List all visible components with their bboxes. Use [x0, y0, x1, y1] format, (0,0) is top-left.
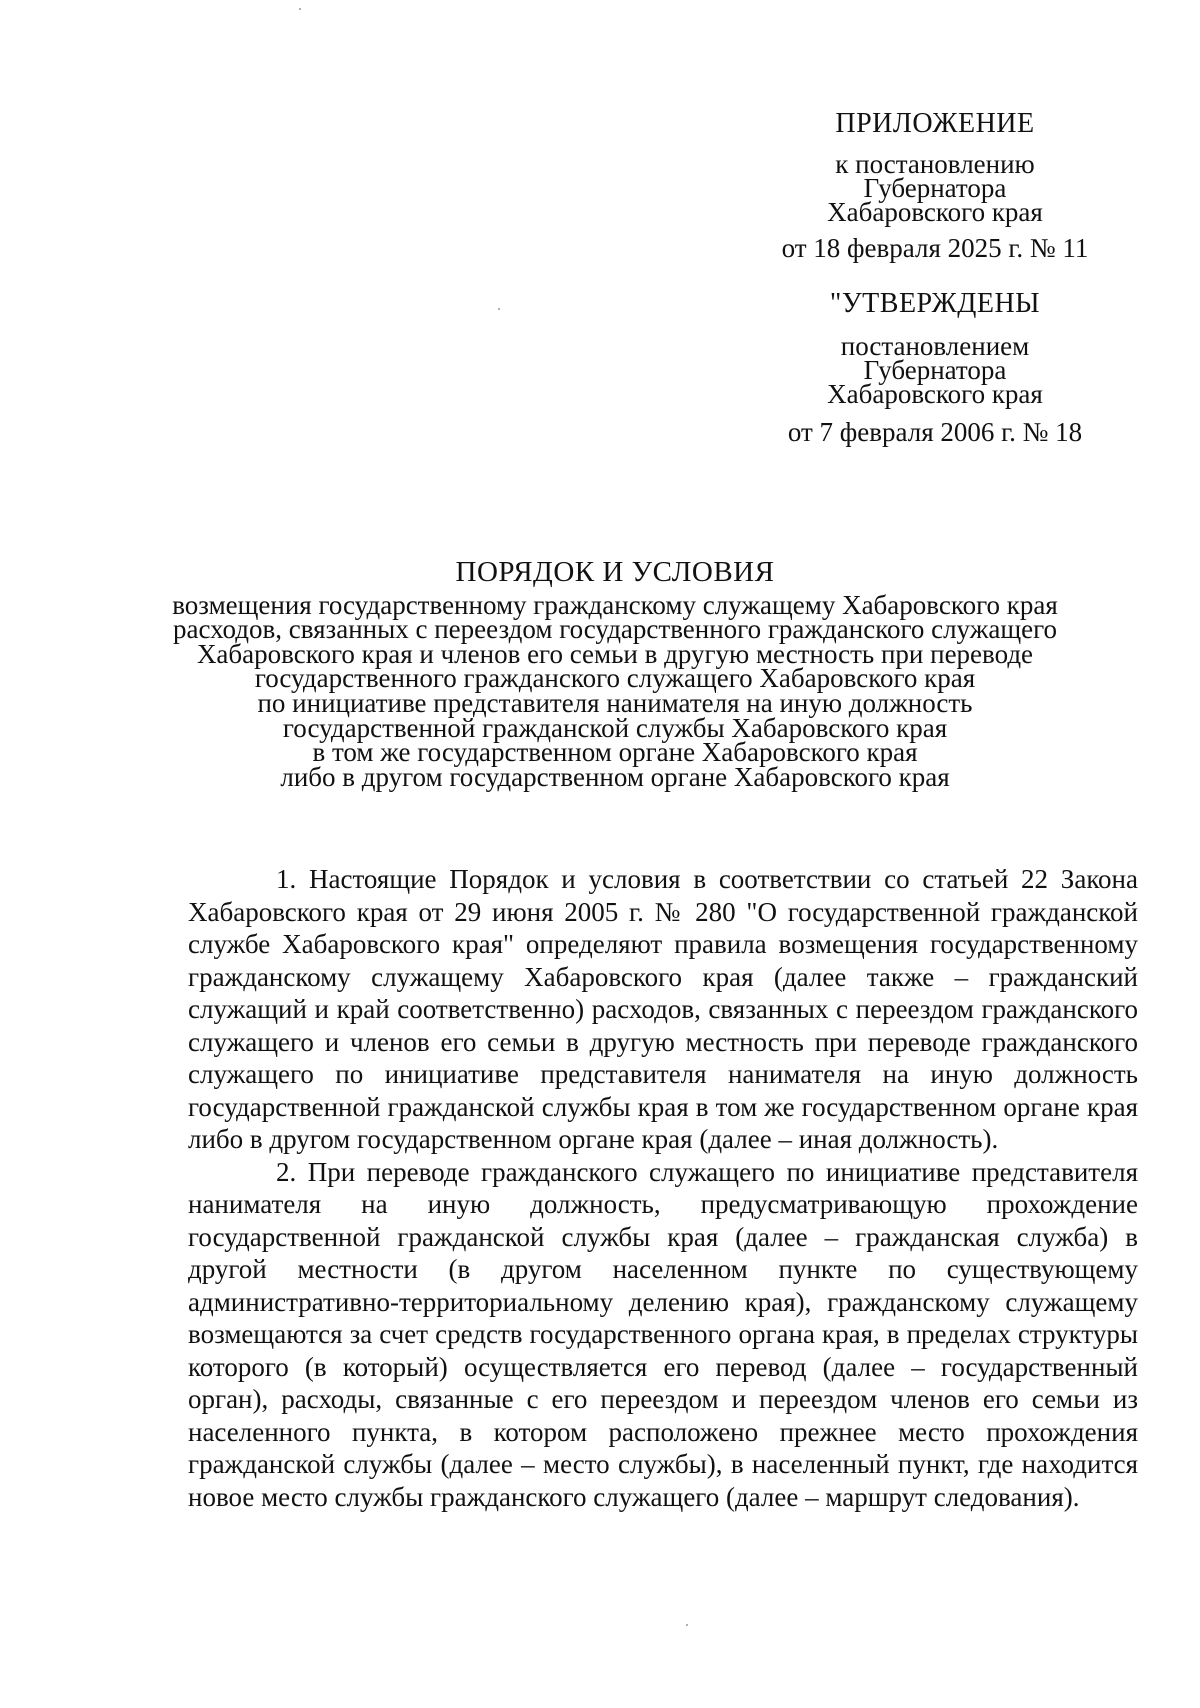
approved-date-number: от 7 февраля 2006 г. № 18: [787, 417, 1083, 447]
approved-decree-line: Хабаровского края: [827, 379, 1043, 409]
document-subtitle-line: в том же государственном органе Хабаровского края: [312, 737, 918, 768]
appendix-block: [690, 108, 1180, 263]
document-subtitle-line: расходов, связанных с переездом государственного гражданского служащего: [172, 614, 1058, 645]
scan-artifact-dot: [299, 8, 301, 10]
approved-decree-line: Губернатора: [863, 355, 1007, 385]
document-body: [188, 863, 1138, 1513]
approved-heading: "УТВЕРЖДЕНЫ: [829, 288, 1041, 319]
document-subtitle-line: государственного гражданского служащего Хабаровского края: [254, 663, 976, 694]
scan-artifact-dot: [686, 1624, 688, 1626]
appendix-decree-line: к постановлению: [835, 149, 1035, 179]
scan-artifact-dot: [498, 308, 500, 310]
document-subtitle-line: возмещения государственному гражданскому служащему Хабаровского края: [172, 589, 1058, 620]
appendix-date-number: от 18 февраля 2025 г. № 11: [781, 233, 1089, 263]
paragraph-2: 2. При переводе гражданского служащего по инициативе представителя нанимателя на иную должность, предусматривающую прохождение государственной гражданской службы края (далее – гражданская служба) в другой местности (в другом населенном пункте по существующему административно-территориальному делению края), гражданскому служащему возмещаются за счет средств государственного органа края, в пределах структуры которого (в который) осуществляется его перевод (далее – государственный орган), расходы, связанные с его переездом и переездом членов его семьи из населенного пункта, в котором расположено прежнее место прохождения гражданской службы (далее – место службы), в населенный пункт, где находится новое место службы гражданского служащего (далее – маршрут следования).: [188, 1156, 1138, 1512]
document-subtitle-line: по инициативе представителя нанимателя на иную должность: [257, 687, 973, 718]
approved-block: [690, 288, 1180, 447]
appendix-decree-line: Губернатора: [863, 173, 1007, 203]
document-subtitle-line: либо в другом государственном органе Хабаровского края: [280, 761, 950, 792]
paragraph-1: 1. Настоящие Порядок и условия в соответствии со статьей 22 Закона Хабаровского края от 29 июня 2005 г. № 280 "О государственной гражданской службе Хабаровского края" определяют правила возмещения государственному гражданскому служащему Хабаровского края (далее также – гражданский служащий и край соответственно) расходов, связанных с переездом гражданского служащего и членов его семьи в другую местность при переводе гражданского служащего по инициативе представителя нанимателя на иную должность государственной гражданской службы края в том же государственном органе края либо в другом государственном органе края (далее – иная должность).: [188, 864, 1138, 1154]
approved-decree-line: постановлением: [840, 331, 1030, 361]
document-title: ПОРЯДОК И УСЛОВИЯ: [455, 556, 775, 588]
document-subtitle-line: государственной гражданской службы Хабаровского края: [282, 712, 948, 743]
document-title-block: [150, 556, 1080, 792]
appendix-decree-line: Хабаровского края: [827, 197, 1043, 227]
appendix-heading: ПРИЛОЖЕНИЕ: [835, 108, 1035, 139]
document-subtitle-line: Хабаровского края и членов его семьи в другую местность при переводе: [196, 638, 1034, 669]
